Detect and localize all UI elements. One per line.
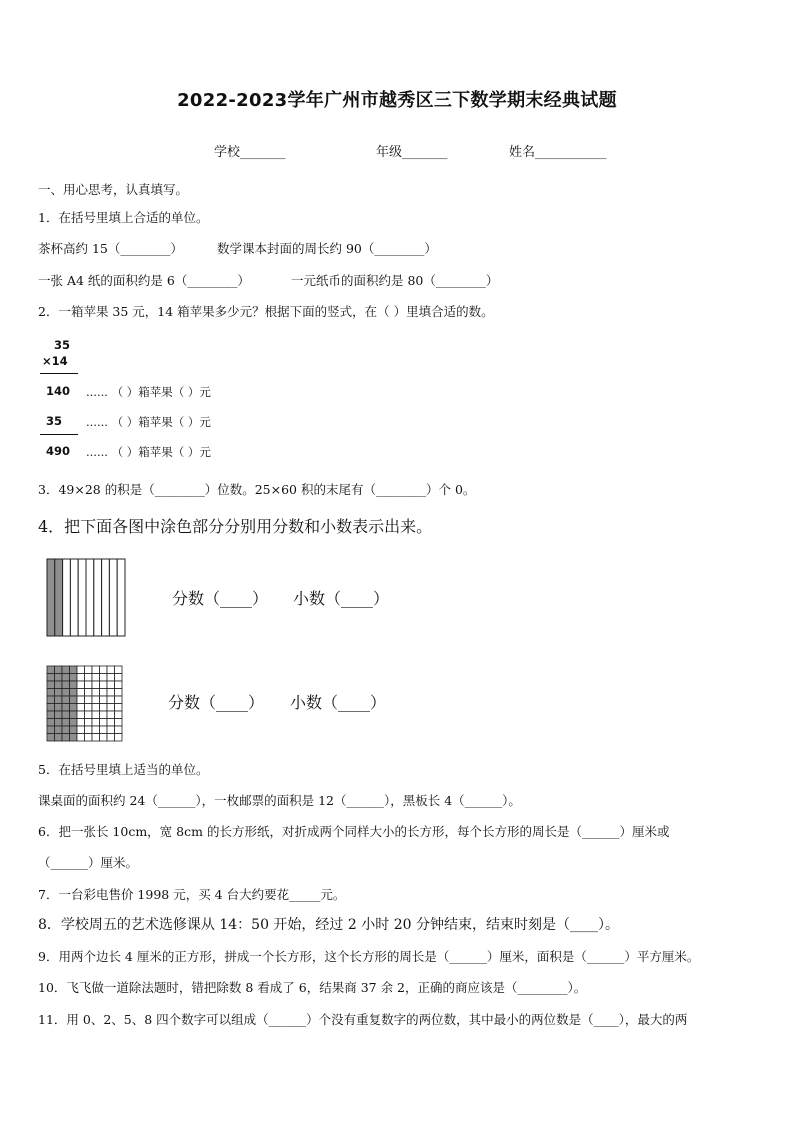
grid-cell bbox=[62, 704, 70, 712]
grid-cell bbox=[85, 711, 93, 719]
grid-cell bbox=[107, 704, 115, 712]
grid-cell bbox=[62, 696, 70, 704]
grid-cell bbox=[100, 696, 108, 704]
q4-stem: 4．把下面各图中涂色部分分别用分数和小数表示出来。 bbox=[38, 517, 433, 536]
strip-7 bbox=[94, 559, 102, 636]
grid-cell bbox=[107, 726, 115, 734]
grid-cell bbox=[55, 704, 63, 712]
grid-cell bbox=[47, 711, 55, 719]
grid-cell bbox=[107, 689, 115, 697]
grid-cell bbox=[107, 674, 115, 682]
grid-cell bbox=[92, 711, 100, 719]
grid-cell bbox=[115, 719, 123, 727]
grid-cell bbox=[92, 734, 100, 742]
school-field: 学校_______ bbox=[214, 145, 286, 160]
strip-4 bbox=[70, 559, 78, 636]
q2-row3-number: 490 bbox=[46, 444, 71, 458]
strip-10 bbox=[117, 559, 125, 636]
grid-cell bbox=[62, 681, 70, 689]
grid-cell bbox=[55, 674, 63, 682]
grid-cell bbox=[47, 704, 55, 712]
grid-cell bbox=[85, 666, 93, 674]
grid-cell bbox=[70, 696, 78, 704]
section-heading: 一、用心思考，认真填写。 bbox=[38, 182, 189, 197]
grid-cell bbox=[85, 726, 93, 734]
q5-stem: 5．在括号里填上适当的单位。 bbox=[38, 762, 209, 777]
q2-stem: 2．一箱苹果 35 元，14 箱苹果多少元？根据下面的竖式，在（ ）里填合适的数。 bbox=[38, 304, 494, 319]
grid-cell bbox=[107, 666, 115, 674]
grid-cell bbox=[47, 689, 55, 697]
grid-cell bbox=[77, 726, 85, 734]
grid-cell bbox=[55, 681, 63, 689]
grid-cell bbox=[100, 711, 108, 719]
grid-cell bbox=[85, 681, 93, 689]
grid-cell bbox=[85, 674, 93, 682]
q1-line2b: 一元纸币的面积约是 80（________） bbox=[291, 273, 499, 288]
q4-fig1-decimal: 小数（____） bbox=[293, 589, 390, 608]
grid-cell bbox=[92, 704, 100, 712]
q2-row1-text: ...... （ ）箱苹果（ ）元 bbox=[86, 385, 211, 399]
q6-line1: 6．把一张长 10cm，宽 8cm 的长方形纸，对折成两个同样大小的长方形，每个长方形的周长是（______）厘米或 bbox=[38, 824, 670, 839]
grid-cell bbox=[115, 674, 123, 682]
grid-cell bbox=[77, 711, 85, 719]
q2-row2-number: 35 bbox=[46, 414, 63, 428]
grid-cell bbox=[55, 726, 63, 734]
grid-cell bbox=[85, 689, 93, 697]
grid-cell bbox=[85, 704, 93, 712]
grid-cell bbox=[85, 734, 93, 742]
q2-row2-text: ...... （ ）箱苹果（ ）元 bbox=[86, 415, 211, 429]
grid-cell bbox=[92, 696, 100, 704]
grid-cell bbox=[62, 726, 70, 734]
grid-cell bbox=[70, 674, 78, 682]
grid-cell bbox=[92, 681, 100, 689]
strip-2 bbox=[55, 559, 63, 636]
q1-line1a: 茶杯高约 15（________） bbox=[38, 241, 183, 256]
grid-cell bbox=[55, 696, 63, 704]
grid-cell bbox=[85, 719, 93, 727]
grid-cell bbox=[107, 696, 115, 704]
grid-cell bbox=[70, 681, 78, 689]
q4-fig1-fraction: 分数（____） bbox=[172, 589, 269, 608]
grid-cell bbox=[100, 681, 108, 689]
grid-cell bbox=[47, 674, 55, 682]
q10: 10．飞飞做一道除法题时，错把除数 8 看成了 6，结果商 37 余 2，正确的商应该是（________）。 bbox=[38, 980, 587, 995]
q2-rule-2 bbox=[40, 434, 78, 435]
q4-figure-strips bbox=[46, 558, 126, 637]
grid-cell bbox=[47, 696, 55, 704]
q8: 8．学校周五的艺术选修课从 14：50 开始，经过 2 小时 20 分钟结束，结束时刻是（____）。 bbox=[38, 917, 619, 933]
grid-cell bbox=[115, 711, 123, 719]
q9: 9．用两个边长 4 厘米的正方形，拼成一个长方形，这个长方形的周长是（______）厘米，面积是（______）平方厘米。 bbox=[38, 949, 700, 964]
q2-rule-1 bbox=[40, 373, 78, 374]
grid-cell bbox=[115, 681, 123, 689]
grid-cell bbox=[100, 734, 108, 742]
grid-cell bbox=[92, 674, 100, 682]
grid-cell bbox=[62, 734, 70, 742]
grid-cell bbox=[115, 689, 123, 697]
grid-cell bbox=[55, 666, 63, 674]
q2-top-number: 35 bbox=[54, 338, 71, 352]
strip-8 bbox=[102, 559, 110, 636]
grid-cell bbox=[115, 726, 123, 734]
q4-fig2-fraction: 分数（____） bbox=[168, 693, 265, 712]
grid-cell bbox=[70, 711, 78, 719]
grid-cell bbox=[115, 704, 123, 712]
name-field: 姓名___________ bbox=[509, 145, 607, 160]
grid-cell bbox=[100, 666, 108, 674]
grid-cell bbox=[62, 711, 70, 719]
grid-cell bbox=[47, 681, 55, 689]
grid-cell bbox=[70, 689, 78, 697]
q1-stem: 1．在括号里填上合适的单位。 bbox=[38, 210, 209, 225]
grid-cell bbox=[70, 726, 78, 734]
grid-cell bbox=[85, 696, 93, 704]
grid-cell bbox=[77, 704, 85, 712]
grid-cell bbox=[100, 726, 108, 734]
grade-field: 年级_______ bbox=[376, 145, 448, 160]
grid-cell bbox=[55, 719, 63, 727]
grid-cell bbox=[62, 719, 70, 727]
grid-cell bbox=[92, 726, 100, 734]
page-title: 2022-2023学年广州市越秀区三下数学期末经典试题 bbox=[177, 90, 617, 111]
q11: 11．用 0、2、5、8 四个数字可以组成（______）个没有重复数字的两位数，其中最小的两位数是（____），最大的两 bbox=[38, 1012, 688, 1027]
grid-cell bbox=[100, 689, 108, 697]
grid-cell bbox=[107, 711, 115, 719]
grid-cell bbox=[100, 704, 108, 712]
grid-cell bbox=[62, 689, 70, 697]
grid-cell bbox=[55, 689, 63, 697]
grid-cell bbox=[47, 726, 55, 734]
strip-9 bbox=[109, 559, 117, 636]
q2-multiplier: ×14 bbox=[42, 354, 68, 368]
strip-5 bbox=[78, 559, 86, 636]
grid-cell bbox=[92, 666, 100, 674]
grid-cell bbox=[47, 719, 55, 727]
strip-6 bbox=[86, 559, 94, 636]
q1-line1b: 数学课本封面的周长约 90（________） bbox=[217, 241, 437, 256]
grid-cell bbox=[55, 734, 63, 742]
grid-cell bbox=[115, 734, 123, 742]
grid-cell bbox=[77, 734, 85, 742]
q2-row1-number: 140 bbox=[46, 384, 71, 398]
grid-cell bbox=[62, 674, 70, 682]
grid-cell bbox=[107, 734, 115, 742]
grid-cell bbox=[47, 734, 55, 742]
grid-cell bbox=[100, 719, 108, 727]
grid-cell bbox=[92, 689, 100, 697]
grid-cell bbox=[77, 674, 85, 682]
grid-cell bbox=[77, 696, 85, 704]
grid-cell bbox=[70, 734, 78, 742]
grid-cell bbox=[107, 719, 115, 727]
grid-cell bbox=[47, 666, 55, 674]
q3: 3．49×28 的积是（________）位数。25×60 积的末尾有（________）个 0。 bbox=[38, 482, 476, 497]
grid-cell bbox=[92, 719, 100, 727]
grid-cell bbox=[77, 719, 85, 727]
q7: 7．一台彩电售价 1998 元，买 4 台大约要花_____元。 bbox=[38, 887, 346, 902]
grid-cell bbox=[70, 666, 78, 674]
q4-fig2-decimal: 小数（____） bbox=[290, 693, 387, 712]
q1-line2a: 一张 A4 纸的面积约是 6（________） bbox=[38, 273, 250, 288]
grid-cell bbox=[77, 666, 85, 674]
q6-line2: （______）厘米。 bbox=[38, 855, 139, 870]
grid-cell bbox=[100, 674, 108, 682]
grid-cell bbox=[70, 704, 78, 712]
q2-row3-text: ...... （ ）箱苹果（ ）元 bbox=[86, 445, 211, 459]
grid-cell bbox=[77, 681, 85, 689]
grid-cell bbox=[107, 681, 115, 689]
q4-figure-grid bbox=[46, 665, 123, 742]
grid-cell bbox=[62, 666, 70, 674]
strip-1 bbox=[47, 559, 55, 636]
q5-line: 课桌面的面积约 24（______），一枚邮票的面积是 12（______），黑板长 4（______）。 bbox=[38, 793, 521, 808]
grid-cell bbox=[55, 711, 63, 719]
grid-cell bbox=[77, 689, 85, 697]
grid-cell bbox=[115, 666, 123, 674]
grid-cell bbox=[115, 696, 123, 704]
strip-3 bbox=[63, 559, 71, 636]
grid-cell bbox=[70, 719, 78, 727]
